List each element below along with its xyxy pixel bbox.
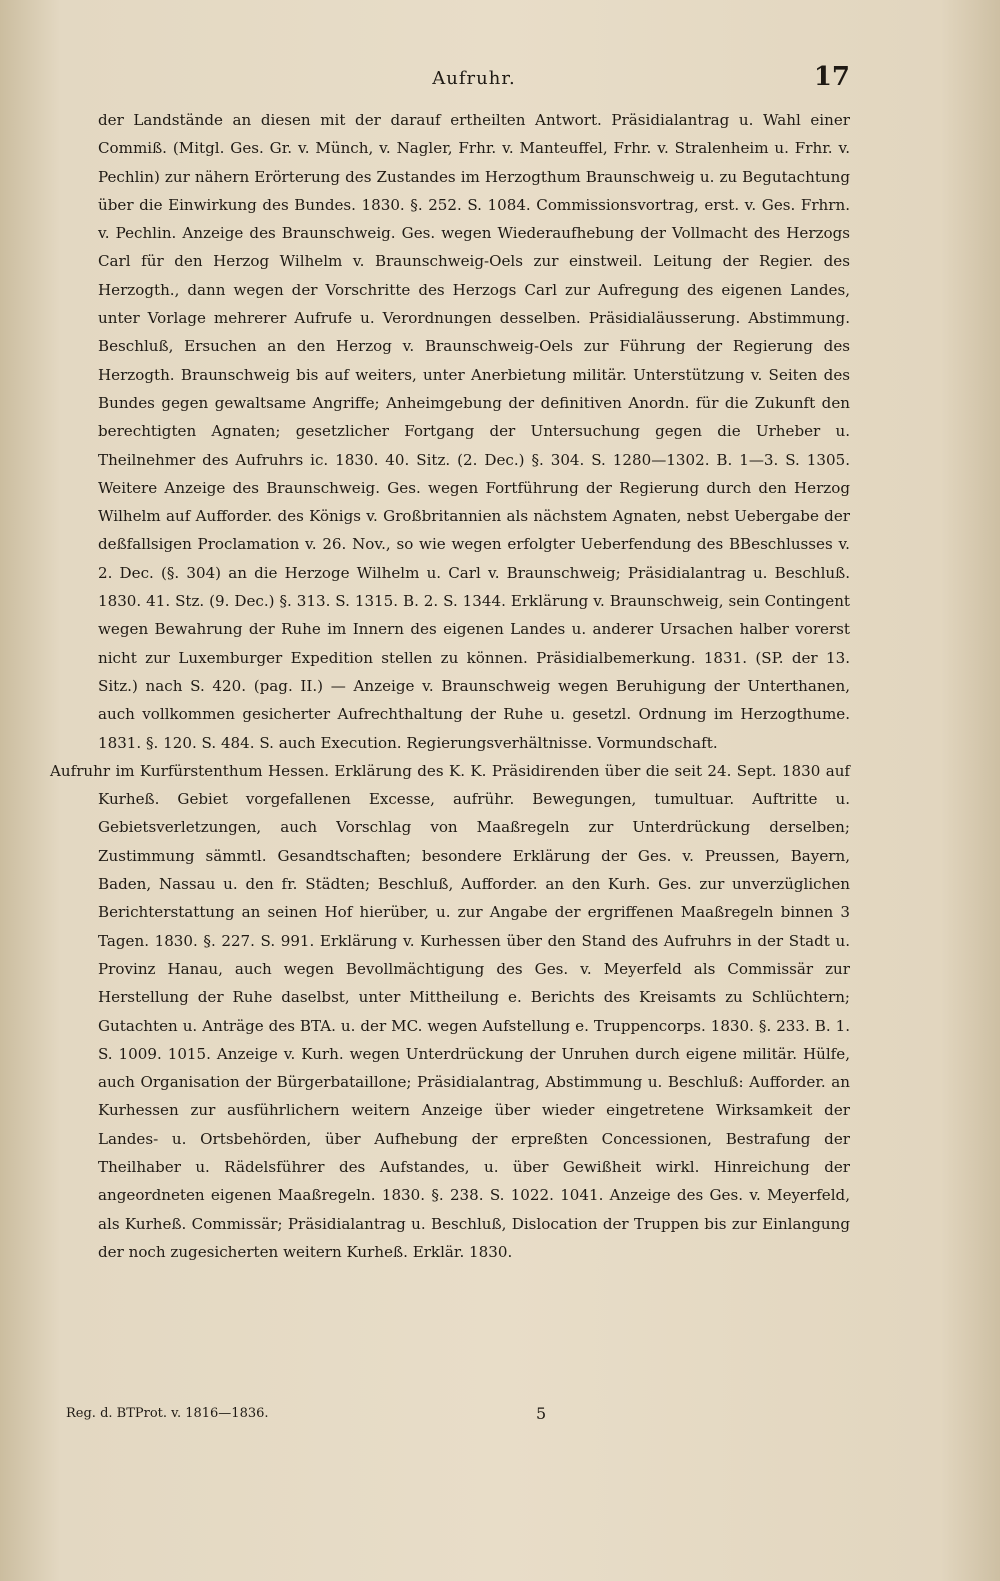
signature-number: 5 bbox=[536, 1404, 547, 1423]
body-text bbox=[50, 106, 850, 1266]
page-number: 17 bbox=[813, 62, 850, 92]
paragraph-braunschweig: der Landstände an diesen mit der darauf ertheilten Antwort. Präsidialantrag u. Wahl einer Commiß. (Mitgl. Ges. Gr. v. Münch, v. Nagler, Frhr. v. Manteuffel, Frhr. v. Stralenheim u. Frhr. v. Pechlin) zur nähern Erörterung des Zustandes im Herzogthum Braunschweig u. zu Begutachtung über die Einwirkung des Bundes. 1830. §. 252. S. 1084. Commissionsvortrag, erst. v. Ges. Frhrn. v. Pechlin. Anzeige des Braunschweig. Ges. wegen Wiederaufhebung der Vollmacht des Herzogs Carl für den Herzog Wilhelm v. Braunschweig-Oels zur einstweil. Leitung der Regier. des Herzogth., dann wegen der Vorschritte des Herzogs Carl zur Aufregung des eigenen Landes, unter Vorlage mehrerer Aufrufe u. Verordnungen desselben. Präsidialäusserung. Abstimmung. Beschluß, Ersuchen an den Herzog v. Braunschweig-Oels zur Führung der Regierung des Herzogth. Braunschweig bis auf weiters, unter Anerbietung militär. Unterstützung v. Seiten des Bundes gegen gewaltsame Angriffe; Anheimgebung der definitiven Anordn. für die Zukunft den berechtigten Agnaten; gesetzlicher Fortgang der Untersuchung gegen die Urheber u. Theilnehmer des Aufruhrs ic. 1830. 40. Sitz. (2. Dec.) §. 304. S. 1280—1302. B. 1—3. S. 1305. Weitere Anzeige des Braunschweig. Ges. wegen Fortführung der Regierung durch den Herzog Wilhelm auf Aufforder. des Königs v. Großbritannien als nächstem Agnaten, nebst Uebergabe der deßfallsigen Proclamation v. 26. Nov., so wie wegen erfolgter Ueberfendung des BBeschlusses v. 2. Dec. (§. 304) an die Herzoge Wilhelm u. Carl v. Braunschweig; Präsidialantrag u. Beschluß. 1830. 41. Stz. (9. Dec.) §. 313. S. 1315. B. 2. S. 1344. Erklärung v. Braunschweig, sein Contingent wegen Bewahrung der Ruhe im Innern des eigenen Landes u. anderer Ursachen halber vorerst nicht zur Luxemburger Expedition stellen zu können. Präsidialbemerkung. 1831. (SP. der 13. Sitz.) nach S. 420. (pag. II.) — Anzeige v. Braunschweig wegen Beruhigung der Unterthanen, auch vollkommen gesicherter Aufrechthaltung der Ruhe u. gesetzl. Ordnung im Herzogthume. 1831. §. 120. S. 484. S. auch Execution. Regierungsverhältnisse. Vormundschaft. bbox=[98, 111, 850, 752]
footer-signature: Reg. d. BTProt. v. 1816—1836. bbox=[66, 1406, 269, 1421]
page-header bbox=[98, 62, 850, 98]
paragraph-kurhessen: Aufruhr im Kurfürstenthum Hessen. Erklärung des K. K. Präsidirenden über die seit 24. Sept. 1830 auf Kurheß. Gebiet vorgefallenen Excesse, aufrühr. Bewegungen, tumultuar. Auftritte u. Gebietsverletzungen, auch Vorschlag von Maaßregeln zur Unterdrückung derselben; Zustimmung sämmtl. Gesandtschaften; besondere Erklärung der Ges. v. Preussen, Bayern, Baden, Nassau u. den fr. Städten; Beschluß, Aufforder. an den Kurh. Ges. zur unverzüglichen Berichterstattung an seinen Hof hierüber, u. zur Angabe der ergriffenen Maaßregeln binnen 3 Tagen. 1830. §. 227. S. 991. Erklärung v. Kurhessen über den Stand des Aufruhrs in der Stadt u. Provinz Hanau, auch wegen Bevollmächtigung des Ges. v. Meyerfeld als Commissär zur Herstellung der Ruhe daselbst, unter Mittheilung e. Berichts des Kreisamts zu Schlüchtern; Gutachten u. Anträge des BTA. u. der MC. wegen Aufstellung e. Truppencorps. 1830. §. 233. B. 1. S. 1009. 1015. Anzeige v. Kurh. wegen Unterdrückung der Unruhen durch eigene militär. Hülfe, auch Organisation der Bürgerbataillone; Präsidialantrag, Abstimmung u. Beschluß: Aufforder. an Kurhessen zur ausführlichern weitern Anzeige über wieder eingetretene Wirksamkeit der Landes- u. Ortsbehörden, über Aufhebung der erpreßten Concessionen, Bestrafung der Theilhaber u. Rädelsführer des Aufstandes, u. über Gewißheit wirkl. Hinreichung der angeordneten eigenen Maaßregeln. 1830. §. 238. S. 1022. 1041. Anzeige des Ges. v. Meyerfeld, als Kurheß. Commissär; Präsidialantrag u. Beschluß, Dislocation der Truppen bis zur Einlangung der noch zugesicherten weitern Kurheß. Erklär. 1830. bbox=[50, 761, 850, 1261]
page-footer bbox=[66, 1406, 850, 1430]
running-title: Aufruhr. bbox=[432, 68, 516, 89]
